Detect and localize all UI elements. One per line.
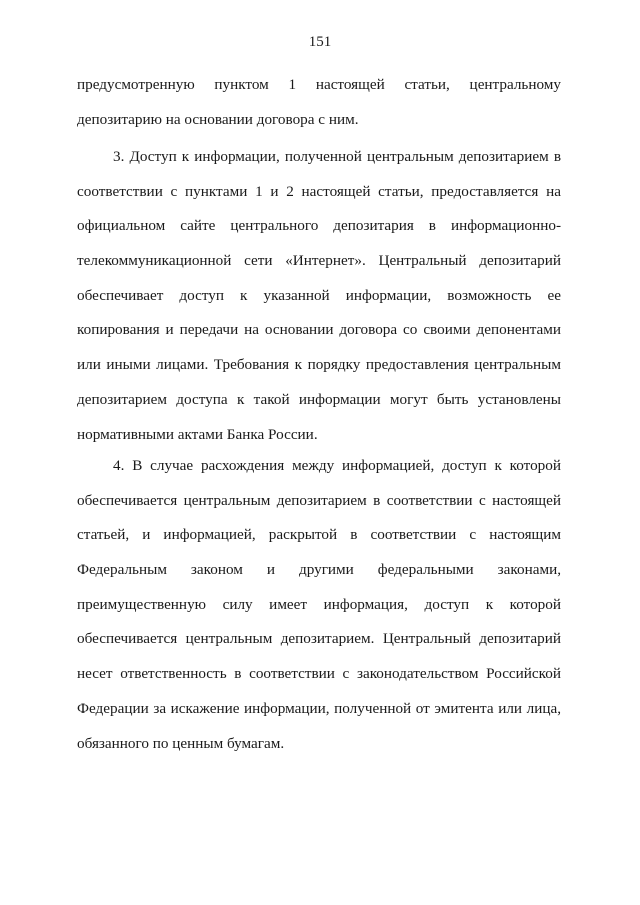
text-line: официальном сайте центрального депозитария в информационно-: [77, 217, 561, 235]
text-line: статьей, и информацией, раскрытой в соответствии с настоящим: [77, 526, 561, 544]
paragraph-continuation: [77, 68, 561, 137]
text-line: предусмотренную пунктом 1 настоящей статьи, центральному: [77, 76, 561, 93]
text-line: обязанного по ценным бумагам.: [77, 734, 285, 752]
text-line: 4. В случае расхождения между информацией, доступ к которой: [113, 457, 561, 474]
text-line: телекоммуникационной сети «Интернет». Центральный депозитарий: [77, 252, 561, 270]
text-line: Федерации за искажение информации, полученной от эмитента или лица,: [77, 699, 561, 717]
text-line: Федеральным законом и другими федеральными законами,: [77, 561, 561, 579]
text-line: депозитарием доступа к такой информации могут быть установлены: [77, 390, 561, 408]
text-line: обеспечивается центральным депозитарием в соответствии с настоящей: [77, 491, 561, 509]
page-number: 151: [308, 34, 332, 50]
text-line: 3. Доступ к информации, полученной центральным депозитарием в: [113, 148, 561, 165]
text-line: соответствии с пунктами 1 и 2 настоящей статьи, предоставляется на: [77, 182, 561, 200]
text-line: нормативными актами Банка России.: [77, 425, 318, 443]
text-line: несет ответственность в соответствии с законодательством Российской: [77, 665, 561, 683]
text-line: преимущественную силу имеет информация, доступ к которой: [77, 595, 561, 613]
text-line: обеспечивается центральным депозитарием. Центральный депозитарий: [77, 630, 561, 648]
text-line: копирования и передачи на основании договора со своими депонентами: [77, 321, 561, 339]
paragraph-item-4: [77, 449, 561, 761]
text-line: или иными лицами. Требования к порядку предоставления центральным: [77, 356, 561, 374]
text-line: обеспечивает доступ к указанной информации, возможность ее: [77, 286, 561, 304]
text-line: депозитарию на основании договора с ним.: [77, 110, 359, 128]
paragraph-item-3: [77, 140, 561, 452]
